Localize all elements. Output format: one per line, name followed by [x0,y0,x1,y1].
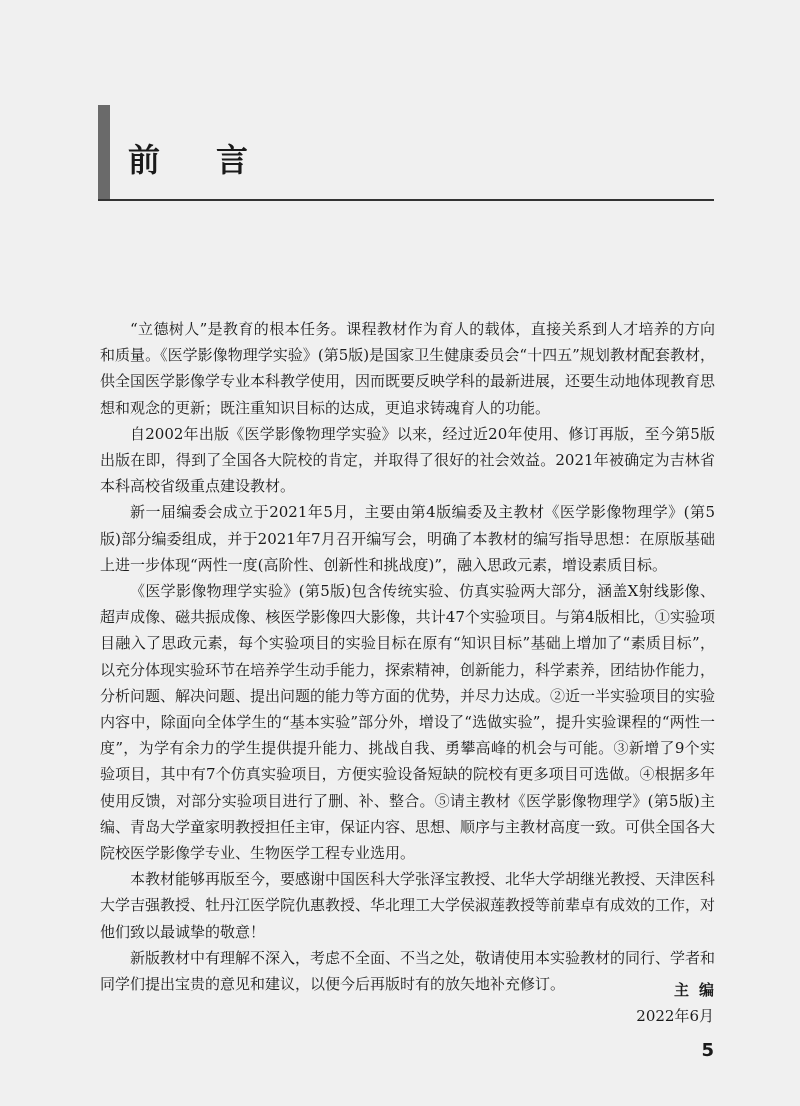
paragraph-5: 本教材能够再版至今，要感谢中国医科大学张泽宝教授、北华大学胡继光教授、天津医科大学吉强教授、牡丹江医学院仇惠教授、华北理工大学侯淑莲教授等前辈卓有成效的工作，对他们致以最诚挚的敬意！ [100,870,716,941]
paragraph-2: 自2002年出版《医学影像物理学实验》以来，经过近20年使用、修订再版，至今第5版出版在即，得到了全国各大院校的肯定，并取得了很好的社会效益。2021年被确定为吉林省本科高校省级重点建设教材。 [100,424,715,496]
page-number: 5 [701,1040,714,1061]
title-underline [98,199,714,201]
signature-date: 2022年6月 [636,1007,714,1025]
signature-editor: 主编 [673,981,724,999]
paragraph-6: 新版教材中有理解不深入，考虑不全面、不当之处，敬请使用本实验教材的同行、学者和同学们提出宝贵的意见和建议，以便今后再版时有的放矢地补充修订。 [100,948,716,994]
signature-block [636,977,724,1029]
paragraph-3: 新一届编委会成立于2021年5月，主要由第4版编委及主教材《医学影像物理学》(第5版)部分编委组成，并于2021年7月召开编写会，明确了本教材的编写指导思想：在原版基础上进一步体现“两性一度(高阶性、创新性和挑战度)”，融入思政元素，增设素质目标。 [100,503,715,574]
paragraph-1: “立德树人”是教育的根本任务。课程教材作为育人的载体，直接关系到人才培养的方向和质量。《医学影像物理学实验》(第5版)是国家卫生健康委员会“十四五”规划教材配套教材，供全国医学影像学专业本科教学使用，因而既要反映学科的最新进展，还要生动地体现教育思想和观念的更新；既注重知识目标的达成，更追求铸魂育人的功能。 [100,320,716,417]
paragraph-4: 《医学影像物理学实验》(第5版)包含传统实验、仿真实验两大部分，涵盖X射线影像、超声成像、磁共振成像、核医学影像四大影像，共计47个实验项目。与第4版相比，①实验项目融入了思政元素，每个实验项目的实验目标在原有“知识目标”基础上增加了“素质目标”，以充分体现实验环节在培养学生动手能力，探索精神，创新能力，科学素养，团结协作能力，分析问题、解决问题、提出问题的能力等方面的优势，并尽力达成。②近一半实验项目的实验内容中，除面向全体学生的“基本实验”部分外，增设了“选做实验”，提升实验课程的“两性一度”，为学有余力的学生提供提升能力、挑战自我、勇攀高峰的机会与可能。③新增了9个实验项目，其中有7个仿真实验项目，方便实验设备短缺的院校有更多项目可选做。④根据多年使用反馈，对部分实验项目进行了删、补、整合。⑤请主教材《医学影像物理学》(第5版)主编、青岛大学童家明教授担任主审，保证内容、思想、顺序与主教材高度一致。可供全国各大院校医学影像学专业、生物医学工程专业选用。 [100,582,716,863]
title-accent-bar [98,105,110,201]
preface-body [100,316,715,997]
page-title: 前言 [128,141,305,179]
